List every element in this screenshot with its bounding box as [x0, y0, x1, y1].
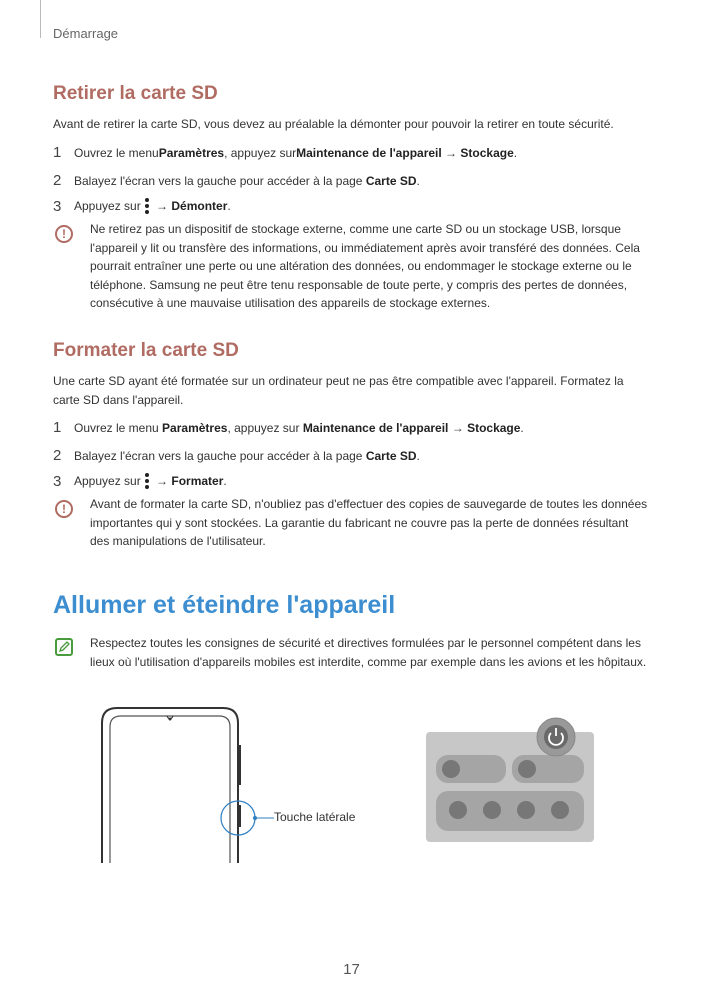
- step-bold: Démonter: [171, 199, 228, 213]
- step-bold: Maintenance de l'appareil: [296, 145, 442, 160]
- step-text: Appuyez sur: [74, 199, 141, 213]
- section1-title: Retirer la carte SD: [53, 83, 218, 104]
- more-options-icon: [145, 472, 149, 490]
- step-number: 1: [53, 419, 62, 436]
- section1-step-1: [53, 144, 517, 161]
- section1-step-2: [53, 172, 420, 189]
- step-text: .: [520, 420, 524, 435]
- quick-panel-illustration: [424, 715, 596, 845]
- section2-caution: Avant de formater la carte SD, n'oubliez pas d'effectuer des copies de sauvegarde de toutes les données importantes qui y sont stockées. La garantie du fabricant ne couvre pas la perte de données résultant des manipulations de l'utilisateur.: [90, 497, 648, 548]
- header-rule: [40, 0, 41, 38]
- step-bold: Maintenance de l'appareil: [302, 420, 449, 435]
- step-arrow: →: [441, 145, 461, 160]
- step-arrow: →: [152, 199, 172, 213]
- step-bold: Stockage: [467, 420, 521, 435]
- section2-step-2: [53, 447, 420, 464]
- section3-title: Allumer et éteindre l'appareil: [53, 591, 396, 619]
- step-number: 2: [53, 447, 62, 464]
- section2-title: Formater la carte SD: [53, 340, 239, 361]
- step-bold: Carte SD: [365, 448, 417, 463]
- section1-step-3: [53, 197, 231, 215]
- step-text: Ouvrez le menu: [74, 145, 159, 160]
- step-text: .: [416, 448, 420, 463]
- step-text: , appuyez sur: [224, 145, 297, 160]
- step-bold: Paramètres: [162, 420, 228, 435]
- step-text: .: [513, 145, 518, 160]
- header-section: Démarrage: [53, 26, 119, 41]
- step-text: .: [416, 173, 420, 188]
- tip-pencil-icon: [55, 638, 73, 656]
- step-bold: Formater: [171, 474, 224, 488]
- caution-icon: !: [55, 500, 73, 518]
- section1-caution: Ne retirez pas un dispositif de stockage externe, comme une carte SD ou un stockage USB, lorsque l'appareil y lit ou transfère des informations, ou immédiatement après avoir transféré des données. Cela pourrait entraîner une perte ou une altération des données, ou endommager le stockage externe ou le téléphone. Samsung ne peut être tenu responsable de toute perte, y compris des pertes de données, consécutive à une mauvaise utilisation des appareils de stockage externes.: [90, 222, 640, 310]
- step-text: .: [227, 199, 231, 213]
- page-number: 17: [343, 961, 360, 978]
- step-bold: Paramètres: [158, 145, 225, 160]
- step-text: Ouvrez le menu: [74, 420, 163, 435]
- side-key-label: Touche latérale: [274, 810, 356, 824]
- side-key-callout: [218, 798, 278, 838]
- section3-tip: Respectez toutes les consignes de sécurité et directives formulées par le personnel compétent dans les lieux où l'utilisation d'appareils mobiles est interdite, comme par exemple dans les avions et les hôpitaux.: [90, 636, 647, 669]
- more-options-icon: [145, 197, 149, 215]
- step-text: .: [223, 474, 227, 488]
- section1-intro: Avant de retirer la carte SD, vous devez au préalable la démonter pour pouvoir la retirer en toute sécurité.: [53, 117, 614, 131]
- step-bold: Stockage: [460, 145, 514, 160]
- step-arrow: →: [152, 474, 172, 488]
- step-number: 3: [53, 472, 62, 490]
- step-number: 2: [53, 172, 62, 189]
- section2-step-1: [53, 419, 524, 436]
- step-number: 1: [53, 144, 62, 161]
- step-text: Balayez l'écran vers la gauche pour accéder à la page: [74, 173, 366, 188]
- step-arrow: →: [448, 420, 468, 435]
- section2-intro: Une carte SD ayant été formatée sur un ordinateur peut ne pas être compatible avec l'appareil. Formatez la carte SD dans l'appareil.: [53, 374, 624, 407]
- step-text: Appuyez sur: [74, 474, 141, 488]
- step-text: , appuyez sur: [227, 420, 303, 435]
- caution-icon: !: [55, 225, 73, 243]
- step-number: 3: [53, 197, 62, 215]
- step-text: Balayez l'écran vers la gauche pour accéder à la page: [74, 448, 366, 463]
- section2-step-3: [53, 472, 227, 490]
- phone-illustration: [100, 705, 280, 865]
- step-bold: Carte SD: [365, 173, 417, 188]
